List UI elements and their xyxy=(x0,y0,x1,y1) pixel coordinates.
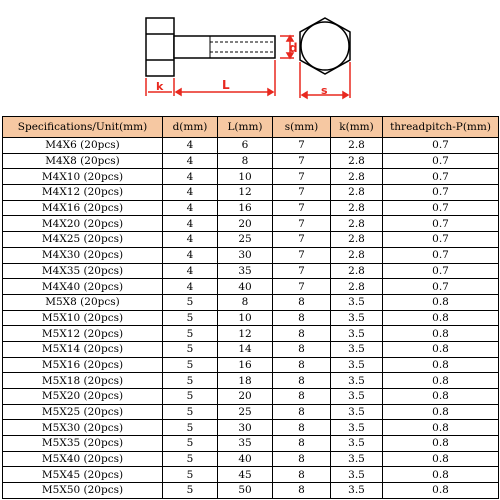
cell-s: 8 xyxy=(273,420,331,436)
cell-spec: M4X30 (20pcs) xyxy=(3,247,163,263)
table-row xyxy=(3,294,499,310)
table-row xyxy=(3,483,499,499)
label-s: s xyxy=(321,84,328,97)
cell-d: 5 xyxy=(163,436,218,452)
cell-spec: M4X20 (20pcs) xyxy=(3,216,163,232)
cell-spec: M5X18 (20pcs) xyxy=(3,373,163,389)
cell-k: 3.5 xyxy=(331,420,383,436)
cell-d: 5 xyxy=(163,451,218,467)
cell-s: 8 xyxy=(273,357,331,373)
cell-l: 25 xyxy=(218,404,273,420)
cell-s: 7 xyxy=(273,200,331,216)
cell-d: 4 xyxy=(163,169,218,185)
table-row xyxy=(3,138,499,154)
hex-head-view xyxy=(300,18,350,74)
cell-thread-pitch: 0.8 xyxy=(383,420,499,436)
table-row xyxy=(3,263,499,279)
cell-spec: M4X40 (20pcs) xyxy=(3,279,163,295)
cell-l: 25 xyxy=(218,232,273,248)
cell-k: 3.5 xyxy=(331,451,383,467)
cell-spec: M5X8 (20pcs) xyxy=(3,294,163,310)
cell-spec: M5X12 (20pcs) xyxy=(3,326,163,342)
cell-thread-pitch: 0.7 xyxy=(383,153,499,169)
table-row xyxy=(3,310,499,326)
cell-k: 2.8 xyxy=(331,153,383,169)
cell-thread-pitch: 0.8 xyxy=(383,389,499,405)
cell-thread-pitch: 0.8 xyxy=(383,341,499,357)
cell-k: 3.5 xyxy=(331,436,383,452)
cell-d: 5 xyxy=(163,467,218,483)
cell-d: 4 xyxy=(163,279,218,295)
cell-k: 2.8 xyxy=(331,185,383,201)
cell-spec: M5X35 (20pcs) xyxy=(3,436,163,452)
cell-spec: M5X30 (20pcs) xyxy=(3,420,163,436)
cell-thread-pitch: 0.7 xyxy=(383,169,499,185)
cell-s: 8 xyxy=(273,341,331,357)
cell-spec: M4X12 (20pcs) xyxy=(3,185,163,201)
cell-l: 12 xyxy=(218,326,273,342)
cell-s: 7 xyxy=(273,153,331,169)
cell-d: 5 xyxy=(163,483,218,499)
table-row xyxy=(3,232,499,248)
header-specifications: Specifications/Unit(mm) xyxy=(3,117,163,138)
cell-d: 4 xyxy=(163,216,218,232)
cell-k: 3.5 xyxy=(331,389,383,405)
cell-spec: M5X40 (20pcs) xyxy=(3,451,163,467)
cell-thread-pitch: 0.7 xyxy=(383,185,499,201)
cell-d: 5 xyxy=(163,373,218,389)
table-row xyxy=(3,279,499,295)
table-row xyxy=(3,169,499,185)
cell-s: 7 xyxy=(273,247,331,263)
cell-s: 8 xyxy=(273,326,331,342)
cell-l: 16 xyxy=(218,357,273,373)
cell-d: 5 xyxy=(163,357,218,373)
header-k: k(mm) xyxy=(331,117,383,138)
cell-k: 3.5 xyxy=(331,357,383,373)
cell-s: 8 xyxy=(273,294,331,310)
cell-l: 20 xyxy=(218,389,273,405)
cell-d: 5 xyxy=(163,404,218,420)
cell-d: 5 xyxy=(163,341,218,357)
cell-thread-pitch: 0.8 xyxy=(383,357,499,373)
table-row xyxy=(3,200,499,216)
cell-s: 8 xyxy=(273,483,331,499)
cell-s: 8 xyxy=(273,373,331,389)
cell-thread-pitch: 0.7 xyxy=(383,138,499,154)
cell-s: 7 xyxy=(273,263,331,279)
cell-spec: M4X16 (20pcs) xyxy=(3,200,163,216)
cell-k: 3.5 xyxy=(331,341,383,357)
label-L: L xyxy=(222,78,230,92)
cell-thread-pitch: 0.7 xyxy=(383,247,499,263)
cell-s: 8 xyxy=(273,451,331,467)
table-row xyxy=(3,451,499,467)
table-row xyxy=(3,216,499,232)
label-d: d xyxy=(289,41,298,55)
cell-spec: M5X16 (20pcs) xyxy=(3,357,163,373)
cell-l: 35 xyxy=(218,436,273,452)
header-l: L(mm) xyxy=(218,117,273,138)
table-row xyxy=(3,341,499,357)
cell-d: 5 xyxy=(163,326,218,342)
cell-k: 2.8 xyxy=(331,200,383,216)
table-row xyxy=(3,404,499,420)
cell-s: 7 xyxy=(273,216,331,232)
cell-spec: M5X50 (20pcs) xyxy=(3,483,163,499)
cell-l: 16 xyxy=(218,200,273,216)
cell-l: 40 xyxy=(218,451,273,467)
cell-l: 35 xyxy=(218,263,273,279)
table-row xyxy=(3,153,499,169)
cell-d: 5 xyxy=(163,310,218,326)
cell-d: 4 xyxy=(163,263,218,279)
cell-d: 4 xyxy=(163,200,218,216)
table-body xyxy=(3,138,499,499)
cell-k: 3.5 xyxy=(331,310,383,326)
cell-l: 8 xyxy=(218,294,273,310)
table-row xyxy=(3,436,499,452)
cell-s: 7 xyxy=(273,138,331,154)
cell-l: 8 xyxy=(218,153,273,169)
cell-k: 2.8 xyxy=(331,279,383,295)
cell-spec: M4X8 (20pcs) xyxy=(3,153,163,169)
specification-table xyxy=(2,116,499,499)
table-row xyxy=(3,467,499,483)
cell-d: 5 xyxy=(163,420,218,436)
table-row xyxy=(3,389,499,405)
cell-l: 30 xyxy=(218,247,273,263)
cell-l: 14 xyxy=(218,341,273,357)
header-d: d(mm) xyxy=(163,117,218,138)
table-header-row xyxy=(3,117,499,138)
cell-d: 4 xyxy=(163,247,218,263)
cell-thread-pitch: 0.8 xyxy=(383,483,499,499)
cell-d: 5 xyxy=(163,294,218,310)
cell-l: 20 xyxy=(218,216,273,232)
cell-d: 4 xyxy=(163,153,218,169)
cell-k: 2.8 xyxy=(331,138,383,154)
table-row xyxy=(3,420,499,436)
cell-l: 30 xyxy=(218,420,273,436)
cell-thread-pitch: 0.8 xyxy=(383,326,499,342)
cell-spec: M5X45 (20pcs) xyxy=(3,467,163,483)
cell-thread-pitch: 0.8 xyxy=(383,436,499,452)
table-row xyxy=(3,326,499,342)
cell-l: 40 xyxy=(218,279,273,295)
cell-k: 2.8 xyxy=(331,263,383,279)
cell-l: 50 xyxy=(218,483,273,499)
label-k: k xyxy=(156,80,164,93)
table-row xyxy=(3,357,499,373)
cell-thread-pitch: 0.8 xyxy=(383,467,499,483)
cell-thread-pitch: 0.8 xyxy=(383,404,499,420)
cell-thread-pitch: 0.7 xyxy=(383,279,499,295)
cell-l: 6 xyxy=(218,138,273,154)
cell-d: 4 xyxy=(163,138,218,154)
cell-spec: M4X35 (20pcs) xyxy=(3,263,163,279)
cell-spec: M4X10 (20pcs) xyxy=(3,169,163,185)
table-row xyxy=(3,185,499,201)
cell-k: 3.5 xyxy=(331,483,383,499)
cell-thread-pitch: 0.8 xyxy=(383,373,499,389)
cell-d: 4 xyxy=(163,185,218,201)
cell-k: 3.5 xyxy=(331,326,383,342)
cell-d: 4 xyxy=(163,232,218,248)
cell-s: 8 xyxy=(273,404,331,420)
cell-spec: M5X14 (20pcs) xyxy=(3,341,163,357)
cell-spec: M5X25 (20pcs) xyxy=(3,404,163,420)
bolt-dimension-diagram xyxy=(0,0,500,112)
cell-thread-pitch: 0.8 xyxy=(383,451,499,467)
cell-s: 7 xyxy=(273,279,331,295)
cell-spec: M4X6 (20pcs) xyxy=(3,138,163,154)
cell-thread-pitch: 0.8 xyxy=(383,310,499,326)
cell-s: 7 xyxy=(273,169,331,185)
cell-k: 2.8 xyxy=(331,216,383,232)
cell-s: 7 xyxy=(273,232,331,248)
cell-k: 2.8 xyxy=(331,232,383,248)
cell-k: 2.8 xyxy=(331,169,383,185)
cell-k: 3.5 xyxy=(331,467,383,483)
cell-l: 18 xyxy=(218,373,273,389)
cell-s: 8 xyxy=(273,389,331,405)
cell-d: 5 xyxy=(163,389,218,405)
cell-l: 45 xyxy=(218,467,273,483)
cell-k: 3.5 xyxy=(331,404,383,420)
cell-spec: M5X20 (20pcs) xyxy=(3,389,163,405)
cell-spec: M5X10 (20pcs) xyxy=(3,310,163,326)
cell-s: 7 xyxy=(273,185,331,201)
cell-k: 2.8 xyxy=(331,247,383,263)
cell-k: 3.5 xyxy=(331,373,383,389)
cell-s: 8 xyxy=(273,436,331,452)
cell-s: 8 xyxy=(273,467,331,483)
cell-l: 12 xyxy=(218,185,273,201)
cell-thread-pitch: 0.7 xyxy=(383,263,499,279)
cell-thread-pitch: 0.7 xyxy=(383,200,499,216)
cell-l: 10 xyxy=(218,169,273,185)
cell-thread-pitch: 0.8 xyxy=(383,294,499,310)
cell-thread-pitch: 0.7 xyxy=(383,232,499,248)
cell-l: 10 xyxy=(218,310,273,326)
cell-k: 3.5 xyxy=(331,294,383,310)
header-thread-pitch: threadpitch-P(mm) xyxy=(383,117,499,138)
header-s: s(mm) xyxy=(273,117,331,138)
cell-s: 8 xyxy=(273,310,331,326)
table-row xyxy=(3,373,499,389)
cell-thread-pitch: 0.7 xyxy=(383,216,499,232)
table-row xyxy=(3,247,499,263)
cell-spec: M4X25 (20pcs) xyxy=(3,232,163,248)
